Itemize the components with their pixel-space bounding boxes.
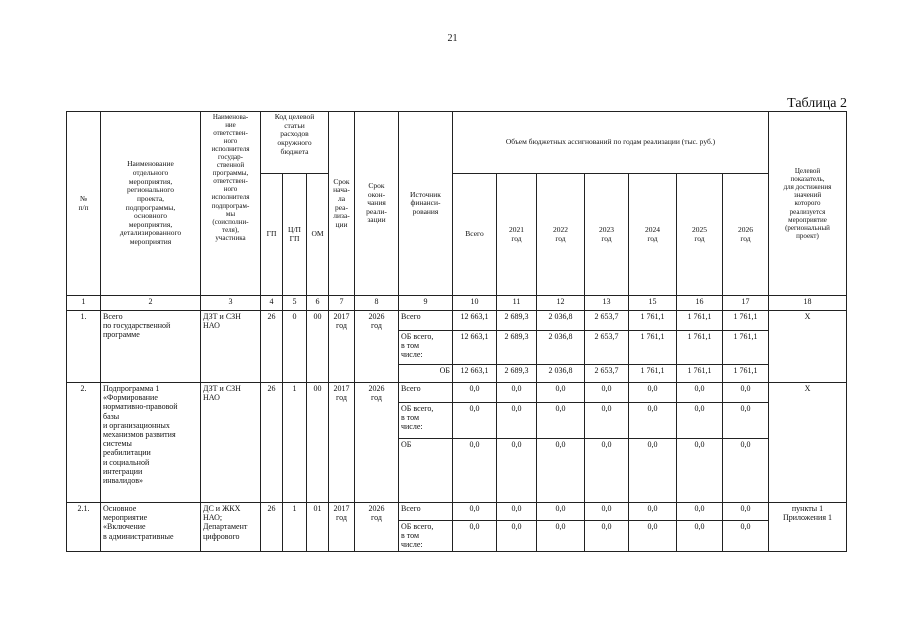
column-number: 2: [101, 296, 201, 311]
column-number: 11: [497, 296, 537, 311]
row-value: 0,0: [497, 403, 537, 439]
row-name: Подпрограмма 1 «Формирование нормативно-правовой базы и организационных механизмов развития системы реабилитации и социальной интеграции инвалидов»: [101, 383, 201, 503]
row-value: 2 036,8: [537, 331, 585, 365]
row-value: 1 761,1: [677, 311, 723, 331]
header-name: Наименование отдельного мероприятия, регионального проекта, подпрограммы, основного мероприятия, детализированного мероприятия: [101, 112, 201, 296]
row-source: Всего: [399, 311, 453, 331]
header-year-2024: 2024 год: [629, 174, 677, 296]
header-code-group: Код целевой статьи расходов окружного бюджета: [261, 112, 329, 174]
row-value: 1 761,1: [629, 331, 677, 365]
row-source: Всего: [399, 383, 453, 403]
table-title: Таблица 2: [787, 96, 847, 111]
row-source: Всего: [399, 503, 453, 521]
row-value: 0,0: [677, 521, 723, 552]
row-start: 2017 год: [329, 383, 355, 503]
row-value: 1 761,1: [723, 365, 769, 383]
column-number: 17: [723, 296, 769, 311]
row-code-cpgp: 1: [283, 503, 307, 552]
row-value: 1 761,1: [677, 365, 723, 383]
column-number: 1: [67, 296, 101, 311]
row-value: 2 653,7: [585, 365, 629, 383]
row-code-om: 01: [307, 503, 329, 552]
row-value: 0,0: [453, 503, 497, 521]
header-target: Целевой показатель, для достижения значений которого реализуется мероприятие (региональный проект): [769, 112, 847, 296]
row-value: 0,0: [497, 521, 537, 552]
row-value: 1 761,1: [723, 331, 769, 365]
row-end: 2026 год: [355, 503, 399, 552]
column-number: 6: [307, 296, 329, 311]
row-name: Основное мероприятие «Включение в административные: [101, 503, 201, 552]
header-year-2026: 2026 год: [723, 174, 769, 296]
row-code-gp: 26: [261, 311, 283, 383]
row-value: 0,0: [537, 503, 585, 521]
row-value: 0,0: [723, 503, 769, 521]
row-value: 2 036,8: [537, 311, 585, 331]
row-code-cpgp: 0: [283, 311, 307, 383]
row-value: 2 689,3: [497, 311, 537, 331]
row-value: 0,0: [723, 403, 769, 439]
row-value: 0,0: [677, 503, 723, 521]
row-value: 0,0: [629, 383, 677, 403]
row-value: 0,0: [585, 503, 629, 521]
row-value: 0,0: [537, 439, 585, 503]
column-number: 18: [769, 296, 847, 311]
row-value: 0,0: [497, 503, 537, 521]
row-value: 2 689,3: [497, 331, 537, 365]
row-value: 2 036,8: [537, 365, 585, 383]
row-value: 0,0: [585, 439, 629, 503]
row-value: 0,0: [497, 383, 537, 403]
row-value: 0,0: [677, 383, 723, 403]
column-numbers-row: [67, 296, 847, 311]
row-target: пункты 1 Приложения 1: [769, 503, 847, 552]
row-value: 0,0: [453, 403, 497, 439]
row-end: 2026 год: [355, 311, 399, 383]
row-responsible: ДЗТ и СЗН НАО: [201, 311, 261, 383]
row-value: 0,0: [629, 503, 677, 521]
row-source: ОБ всего, в том числе:: [399, 403, 453, 439]
row-value: 2 689,3: [497, 365, 537, 383]
row-value: 12 663,1: [453, 331, 497, 365]
column-number: 8: [355, 296, 399, 311]
row-start: 2017 год: [329, 503, 355, 552]
row-target: X: [769, 383, 847, 503]
column-number: 10: [453, 296, 497, 311]
row-source: ОБ: [399, 365, 453, 383]
row-value: 0,0: [677, 403, 723, 439]
row-value: 0,0: [585, 521, 629, 552]
row-source: ОБ всего, в том числе:: [399, 331, 453, 365]
row-value: 0,0: [629, 403, 677, 439]
row-value: 1 761,1: [723, 311, 769, 331]
row-value: 1 761,1: [629, 311, 677, 331]
row-value: 0,0: [537, 403, 585, 439]
table-row: [67, 311, 847, 331]
column-number: 9: [399, 296, 453, 311]
row-value: 0,0: [453, 439, 497, 503]
header-num: № п/п: [67, 112, 101, 296]
row-start: 2017 год: [329, 311, 355, 383]
row-value: 0,0: [537, 383, 585, 403]
row-value: 0,0: [723, 383, 769, 403]
column-number: 12: [537, 296, 585, 311]
row-number: 2.1.: [67, 503, 101, 552]
row-value: 0,0: [723, 439, 769, 503]
row-end: 2026 год: [355, 383, 399, 503]
row-code-om: 00: [307, 311, 329, 383]
row-code-om: 00: [307, 383, 329, 503]
column-number: 3: [201, 296, 261, 311]
row-value: 0,0: [453, 383, 497, 403]
row-value: 0,0: [453, 521, 497, 552]
row-value: 2 653,7: [585, 311, 629, 331]
header-year-2025: 2025 год: [677, 174, 723, 296]
row-responsible: ДЗТ и СЗН НАО: [201, 383, 261, 503]
header-code-cpgp: Ц/П ГП: [283, 174, 307, 296]
row-value: 2 653,7: [585, 331, 629, 365]
row-value: 0,0: [585, 383, 629, 403]
row-value: 0,0: [629, 439, 677, 503]
column-number: 7: [329, 296, 355, 311]
column-number: 13: [585, 296, 629, 311]
row-value: 12 663,1: [453, 365, 497, 383]
header-budget-group: Объем бюджетных ассигнований по годам реализации (тыс. руб.): [453, 112, 769, 174]
row-source: ОБ всего, в том числе:: [399, 521, 453, 552]
header-year-2022: 2022 год: [537, 174, 585, 296]
row-code-gp: 26: [261, 503, 283, 552]
row-value: 0,0: [585, 403, 629, 439]
header-responsible: Наименова- ние ответствен- ного исполнителя государ- ственной программы, ответствен- ного исполнителя подпрограм- мы (соисполни- теля), участника: [201, 112, 261, 296]
row-value: 0,0: [723, 521, 769, 552]
row-value: 0,0: [677, 439, 723, 503]
row-number: 2.: [67, 383, 101, 503]
row-target: X: [769, 311, 847, 383]
row-value: 1 761,1: [629, 365, 677, 383]
column-number: 16: [677, 296, 723, 311]
header-code-gp: ГП: [261, 174, 283, 296]
row-value: 0,0: [537, 521, 585, 552]
header-code-om: ОМ: [307, 174, 329, 296]
row-source: ОБ: [399, 439, 453, 503]
column-number: 4: [261, 296, 283, 311]
header-end: Срок окон- чания реали- зации: [355, 112, 399, 296]
header-total: Всего: [453, 174, 497, 296]
page-number: 21: [447, 33, 458, 44]
header-source: Источник финанси- рования: [399, 112, 453, 296]
row-value: 1 761,1: [677, 331, 723, 365]
column-number: 15: [629, 296, 677, 311]
row-value: 0,0: [629, 521, 677, 552]
table-row: [67, 383, 847, 403]
row-value: 0,0: [497, 439, 537, 503]
row-responsible: ДС и ЖКХ НАО; Департамент цифрового: [201, 503, 261, 552]
header-start: Срок нача- ла реа- лиза- ции: [329, 112, 355, 296]
row-code-cpgp: 1: [283, 383, 307, 503]
row-code-gp: 26: [261, 383, 283, 503]
column-number: 5: [283, 296, 307, 311]
header-year-2023: 2023 год: [585, 174, 629, 296]
budget-table: [66, 111, 847, 552]
header-year-2021: 2021 год: [497, 174, 537, 296]
table-row: [67, 503, 847, 521]
row-value: 12 663,1: [453, 311, 497, 331]
row-name: Всего по государственной программе: [101, 311, 201, 383]
row-number: 1.: [67, 311, 101, 383]
